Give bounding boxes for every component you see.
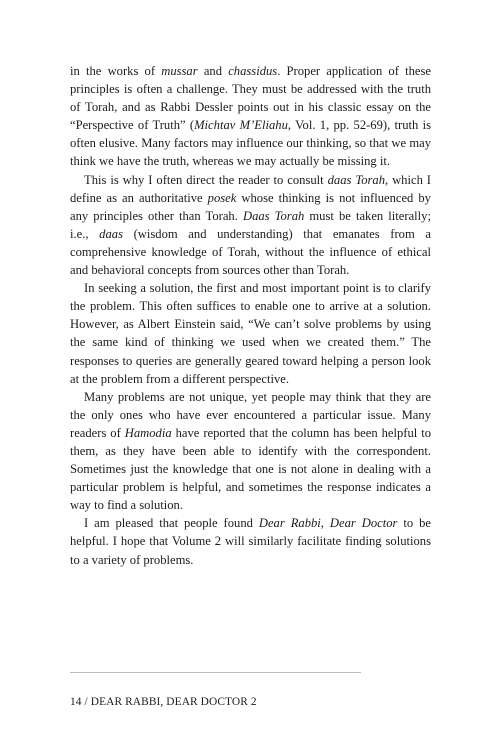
italic-run: daas: [99, 226, 123, 241]
text-run: I am pleased that people found: [84, 516, 259, 531]
text-run: must be taken literally; i.e.,: [70, 208, 431, 241]
paragraph: [70, 279, 431, 388]
text-run: , Vol. 1, pp. 52-69), truth is often elusive. Many factors may influence our thinking, so that we may think we have the truth, whereas we may actually be missing it.: [70, 118, 431, 169]
italic-run: posek: [207, 190, 237, 205]
text-run: to be helpful. I hope that Volume 2 will similarly facilitate finding solutions to a variety of problems.: [70, 516, 431, 567]
footer-rule: [70, 672, 361, 673]
paragraph: [70, 388, 431, 515]
paragraph: [70, 62, 431, 171]
italic-run: Dear Rabbi, Dear Doctor: [258, 516, 398, 531]
italic-run: daas Torah: [327, 172, 385, 187]
text-run: whose thinking is not influenced by any principles other than Torah.: [70, 190, 431, 223]
italic-run: Hamodia: [124, 425, 172, 440]
text-run: and: [197, 64, 229, 78]
italic-run: Daas Torah: [242, 208, 305, 223]
page-footer: 14 / DEAR RABBI, DEAR DOCTOR 2: [70, 696, 257, 708]
text-run: have reported that the column has been helpful to them, as they have been able to identify with the correspondent. Sometimes just the knowledge that one is not alone in dealing with a particular problem is helpful, and sometimes the response indicates a way to find a solution.: [70, 425, 431, 513]
text-run: This is why I often direct the reader to consult: [84, 172, 328, 187]
paragraph: [70, 514, 431, 568]
text-run: in the works of: [70, 64, 162, 78]
text-run: . Proper application of these principles is often a challenge. They must be addressed with the truth of Torah, and as Rabbi Dessler points out in his classic essay on the “Perspective of Truth” (: [70, 64, 431, 133]
text-run: (wisdom and understanding) that emanates from a comprehensive knowledge of Torah, without the influence of ethical and behavioral concepts from sources other than Torah.: [70, 226, 431, 278]
italic-run: mussar: [161, 64, 198, 78]
text-run: In seeking a solution, the first and most important point is to clarify the problem. This often suffices to enable one to arrive at a solution. However, as Albert Einstein said, “We can’t solve problems by using the same kind of thinking we used when we created them.” The responses to queries are generally geared toward helping a person look at the problem from a different perspective.: [70, 281, 431, 386]
italic-run: Michtav M’Eliahu: [194, 118, 288, 133]
body-text: [70, 62, 431, 569]
text-run: , which I define as an authoritative: [70, 172, 431, 205]
italic-run: chassidus: [228, 64, 278, 78]
paragraph: [70, 171, 431, 280]
text-run: Many problems are not unique, yet people may think that they are the only ones who have ever encountered a particular issue. Many readers of: [70, 389, 431, 440]
